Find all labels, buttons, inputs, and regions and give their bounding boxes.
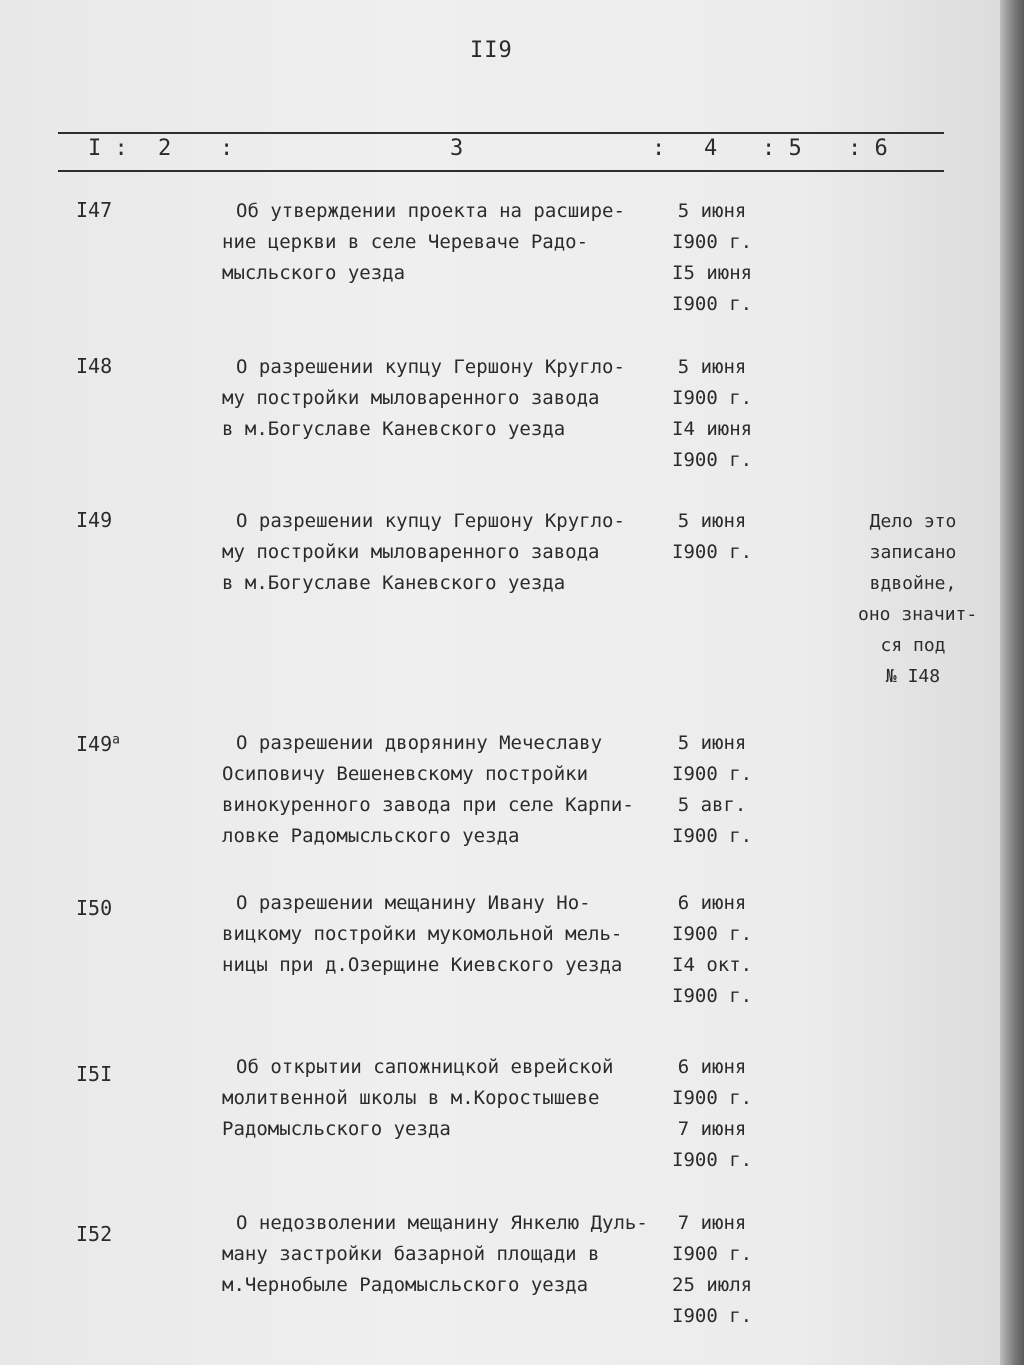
date-line: I900 г. [672,923,753,945]
entry-description [222,888,692,981]
entry-description [222,1052,692,1145]
column-header-5: : 5 [762,136,802,161]
entry-number: I5I [76,1062,113,1086]
column-header-6: : 6 [848,136,888,161]
entry-dates [672,196,752,320]
date-line: I900 г. [672,1149,753,1171]
entry-dates [672,506,752,568]
date-line: 7 июня [677,1118,747,1140]
column-header-2: 2 [158,136,172,161]
date-line: I900 г. [672,387,753,409]
description-line: молитвенной школы в м.Коростышеве [222,1087,600,1109]
date-line: I900 г. [672,541,753,563]
description-line: в м.Богуславе Каневского уезда [222,572,566,594]
date-line: 5 июня [677,356,747,378]
description-line: ницы при д.Озерщине Киевского уезда [222,954,623,976]
entry-number: I47 [76,198,113,222]
date-line: I900 г. [672,825,753,847]
description-line: в м.Богуславе Каневского уезда [222,418,566,440]
description-line: Об открытии сапожницкой еврейской [236,1056,614,1078]
date-line: I900 г. [672,449,753,471]
column-header-2-separator: : [220,136,234,161]
entry-dates [672,1208,752,1332]
column-header-4: 4 [704,136,718,161]
description-line: ману застройки базарной площади в [222,1243,600,1265]
column-header-3-separator: : [652,136,666,161]
date-line: I900 г. [672,1243,753,1265]
description-line: Осиповичу Вешеневскому постройки [222,763,589,785]
date-line: I4 июня [672,418,753,440]
description-line: ние церкви в селе Череваче Радо- [222,231,589,253]
description-line: О разрешении дворянину Мечеславу [236,732,603,754]
entry-number [76,732,120,756]
date-line: 6 июня [677,1056,747,1078]
date-line: I4 окт. [672,954,753,976]
entry-description [222,196,692,289]
remark-line: записано [869,542,957,563]
page-number: II9 [470,38,513,63]
entry-dates [672,1052,752,1176]
description-line: Радомысльского уезда [222,1118,451,1140]
entry-number: I49 [76,508,113,532]
description-line: ловке Радомысльского уезда [222,825,520,847]
date-line: I900 г. [672,985,753,1007]
date-line: I900 г. [672,763,753,785]
column-header-1: I : [88,136,128,161]
date-line: I900 г. [672,1305,753,1327]
date-line: 5 авг. [677,794,747,816]
date-line: 5 июня [677,732,747,754]
date-line: 5 июня [677,200,747,222]
description-line: вицкому постройки мукомольной мель- [222,923,623,945]
entry-description [222,1208,692,1301]
date-line: I900 г. [672,1087,753,1109]
entry-number: I48 [76,354,113,378]
description-line: О разрешении мещанину Ивану Но- [236,892,591,914]
entry-description [222,728,692,852]
page-edge-shadow [1000,0,1024,1365]
entry-number-suffix: а [112,732,120,748]
entry-remark [858,506,978,692]
date-line: 7 июня [677,1212,747,1234]
column-header-3: 3 [450,136,464,161]
entry-number: I50 [76,896,113,920]
entry-number-main: I49 [76,732,113,756]
remark-line: № I48 [885,666,941,687]
remark-line: ся под [880,635,946,656]
entry-description [222,352,692,445]
date-line: 25 июля [672,1274,753,1296]
date-line: I900 г. [672,231,753,253]
description-line: му постройки мыловаренного завода [222,387,600,409]
remark-line: оно значит- [858,604,978,625]
date-line: I5 июня [672,262,753,284]
description-line: О недозволении мещанину Янкелю Дуль- [236,1212,648,1234]
description-line: Об утверждении проекта на расшире- [236,200,625,222]
remark-line: вдвойне, [869,573,957,594]
entry-dates [672,352,752,476]
entry-number: I52 [76,1222,113,1246]
date-line: I900 г. [672,293,753,315]
description-line: мысльского уезда [222,262,406,284]
date-line: 5 июня [677,510,747,532]
entry-description [222,506,692,599]
description-line: винокуренного завода при селе Карпи- [222,794,634,816]
entry-dates [672,888,752,1012]
description-line: О разрешении купцу Гершону Кругло- [236,356,625,378]
description-line: му постройки мыловаренного завода [222,541,600,563]
table-header-bottom-rule [58,170,944,172]
description-line: м.Чернобыле Радомысльского уезда [222,1274,589,1296]
description-line: О разрешении купцу Гершону Кругло- [236,510,625,532]
table-header-top-rule [58,132,944,134]
date-line: 6 июня [677,892,747,914]
entry-dates [672,728,752,852]
remark-line: Дело это [869,511,957,532]
